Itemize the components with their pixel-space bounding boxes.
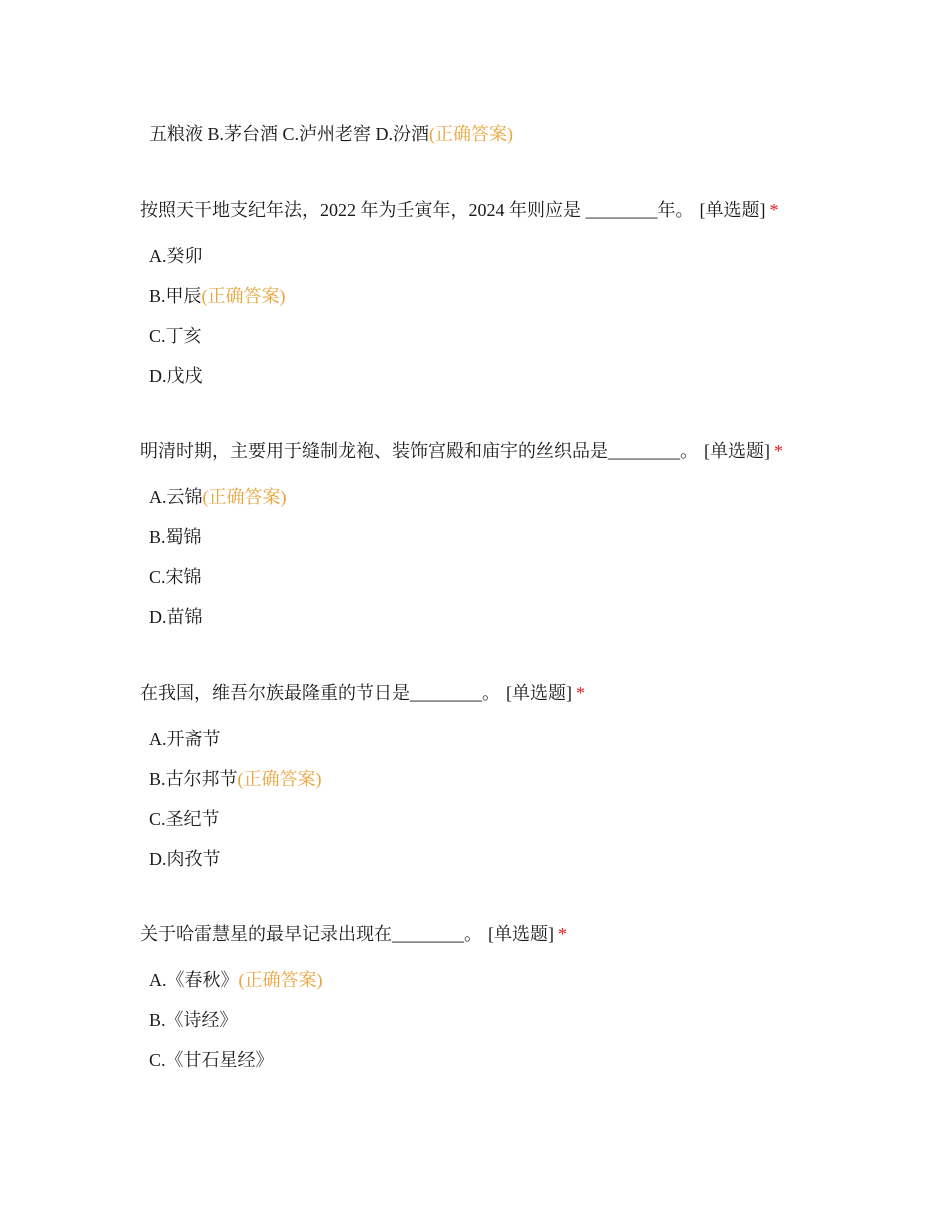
required-mark: * bbox=[576, 683, 585, 703]
required-mark: * bbox=[558, 924, 567, 944]
options-list bbox=[140, 727, 860, 871]
option-label: A.开斋节 bbox=[149, 729, 221, 749]
option-c[interactable] bbox=[149, 1048, 860, 1072]
previous-options-text: 五粮液 B.茅台酒 C.泸州老窖 D.汾酒 bbox=[149, 124, 430, 144]
correct-answer-marker: (正确答案) bbox=[201, 286, 286, 306]
question-text: 明清时期，主要用于缝制龙袍、装饰宫殿和庙宇的丝织品是________。 bbox=[140, 441, 698, 461]
option-d[interactable] bbox=[149, 847, 860, 871]
question-title bbox=[140, 681, 860, 705]
option-label: B.古尔邦节 bbox=[149, 769, 238, 789]
option-b[interactable] bbox=[149, 1008, 860, 1032]
correct-answer-marker: (正确答案) bbox=[429, 124, 514, 144]
option-b[interactable] bbox=[149, 767, 860, 791]
previous-question-options bbox=[149, 122, 513, 146]
option-label: C.《甘石星经》 bbox=[149, 1050, 274, 1070]
question-4 bbox=[140, 922, 860, 1088]
correct-answer-marker: (正确答案) bbox=[237, 769, 322, 789]
option-label: C.圣纪节 bbox=[149, 809, 220, 829]
option-label: A.《春秋》 bbox=[149, 970, 239, 990]
option-label: D.苗锦 bbox=[149, 607, 203, 627]
required-mark: * bbox=[774, 441, 783, 461]
question-type-label: [单选题] bbox=[699, 200, 766, 220]
required-mark: * bbox=[769, 200, 779, 220]
option-b[interactable] bbox=[149, 284, 860, 308]
correct-answer-marker: (正确答案) bbox=[202, 487, 287, 507]
question-text: 关于哈雷慧星的最早记录出现在________。 bbox=[140, 924, 482, 944]
option-label: C.宋锦 bbox=[149, 567, 202, 587]
question-type-label: [单选题] bbox=[704, 441, 770, 461]
option-d[interactable] bbox=[149, 364, 860, 388]
option-label: D.戊戌 bbox=[149, 366, 203, 386]
option-c[interactable] bbox=[149, 324, 860, 348]
question-type-label: [单选题] bbox=[506, 683, 572, 703]
option-d[interactable] bbox=[149, 605, 860, 629]
question-type-label: [单选题] bbox=[488, 924, 554, 944]
question-1 bbox=[140, 198, 860, 404]
question-title bbox=[140, 198, 860, 222]
option-a[interactable] bbox=[149, 485, 860, 509]
option-label: B.《诗经》 bbox=[149, 1010, 238, 1030]
question-text: 在我国，维吾尔族最隆重的节日是________。 bbox=[140, 683, 500, 703]
option-label: A.云锦 bbox=[149, 487, 203, 507]
option-a[interactable] bbox=[149, 968, 860, 992]
options-list bbox=[140, 968, 860, 1072]
option-label: B.甲辰 bbox=[149, 286, 202, 306]
question-title bbox=[140, 922, 860, 946]
option-label: C.丁亥 bbox=[149, 326, 202, 346]
option-a[interactable] bbox=[149, 727, 860, 751]
options-list bbox=[140, 244, 860, 388]
question-text: 按照天干地支纪年法，2022 年为壬寅年，2024 年则应是 ________年。 bbox=[140, 200, 694, 220]
options-list bbox=[140, 485, 860, 629]
option-a[interactable] bbox=[149, 244, 860, 268]
option-label: D.肉孜节 bbox=[149, 849, 221, 869]
option-b[interactable] bbox=[149, 525, 860, 549]
option-c[interactable] bbox=[149, 807, 860, 831]
correct-answer-marker: (正确答案) bbox=[238, 970, 323, 990]
option-label: A.癸卯 bbox=[149, 246, 203, 266]
option-c[interactable] bbox=[149, 565, 860, 589]
question-title bbox=[140, 439, 860, 463]
question-3 bbox=[140, 681, 860, 887]
option-label: B.蜀锦 bbox=[149, 527, 202, 547]
question-2 bbox=[140, 439, 860, 645]
